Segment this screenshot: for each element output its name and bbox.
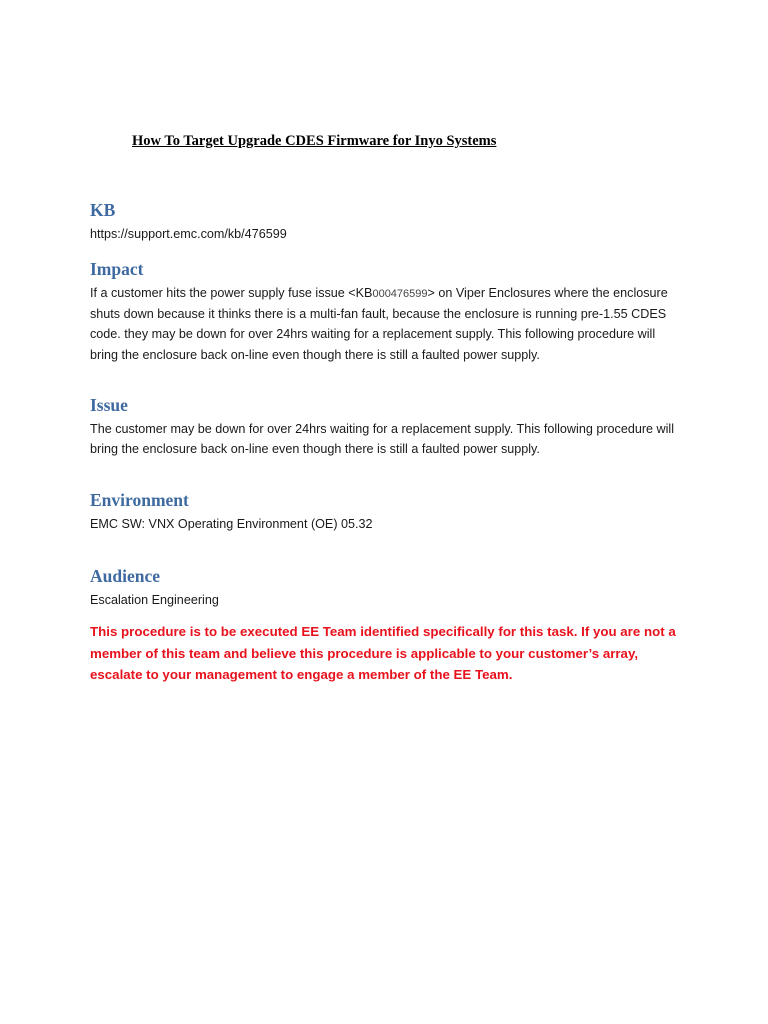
impact-paragraph: [90, 283, 680, 365]
audience-section: [90, 565, 680, 610]
audience-text: Escalation Engineering: [90, 593, 219, 607]
impact-section: [90, 258, 680, 365]
impact-kb-number: 000476599: [372, 288, 428, 300]
impact-text-before-kb: If a customer hits the power supply fuse issue <KB: [90, 286, 373, 300]
environment-section: [90, 489, 680, 534]
impact-text-after-kb: > on Viper Enclosures where the enclosure shuts down because it thinks there is a multi-fan fault, because the enclosure is running pre-1.55 CDES code. they may be down for over 24hrs waiting for a replacement supply. This following procedure will bring the enclosure back on-line even though there is still a faulted power supply.: [90, 286, 668, 362]
environment-heading: Environment: [90, 490, 189, 510]
kb-section: [90, 199, 680, 244]
issue-heading: Issue: [90, 395, 128, 415]
kb-link-text: https://support.emc.com/kb/476599: [90, 227, 287, 241]
document-title: How To Target Upgrade CDES Firmware for Inyo Systems: [132, 133, 497, 149]
impact-heading: Impact: [90, 259, 144, 279]
issue-section: [90, 394, 680, 459]
warning-notice: This procedure is to be executed EE Team identified specifically for this task. If you are not a member of this team and believe this procedure is applicable to your customer’s array, escalate to your management to engage a member of the EE Team.: [90, 624, 676, 683]
audience-heading: Audience: [90, 566, 160, 586]
environment-text: EMC SW: VNX Operating Environment (OE) 05.32: [90, 517, 373, 531]
kb-heading: KB: [90, 200, 116, 220]
issue-paragraph: The customer may be down for over 24hrs waiting for a replacement supply. This following procedure will bring the enclosure back on-line even though there is still a faulted power supply.: [90, 422, 675, 457]
